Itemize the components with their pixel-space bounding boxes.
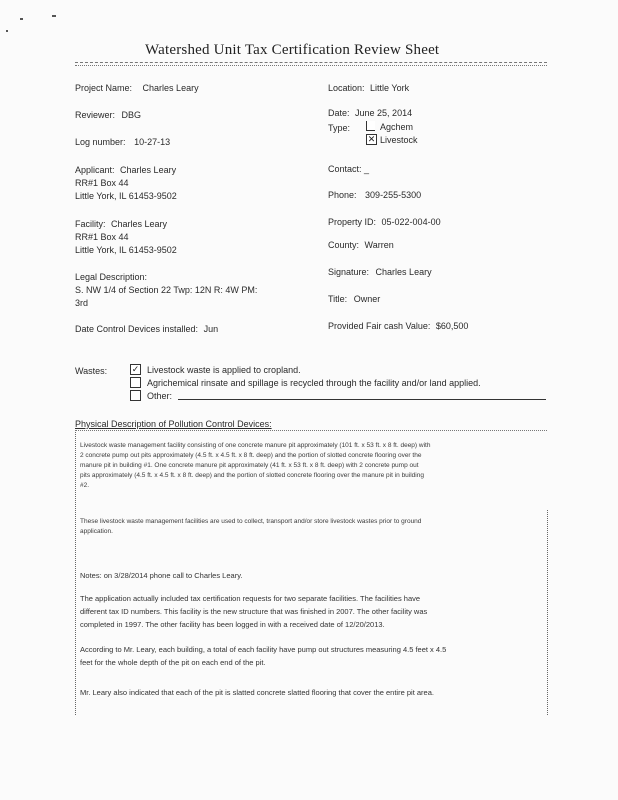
physical-description-heading: Physical Description of Pollution Control Devices: [75,419,272,429]
legal-description-line1: S. NW 1/4 of Section 22 Twp: 12N R: 4W PM: [75,285,258,295]
notes-paragraph-3 [80,686,434,699]
waste-livestock-text: Livestock waste is applied to cropland. [147,365,301,375]
project-name-field [75,83,199,93]
fair-cash-value: $60,500 [435,321,469,331]
property-id-field [328,217,441,227]
contact-value: _ [364,164,370,174]
reviewer-value: DBG [121,110,142,120]
title-divider [75,65,547,66]
notes-line: According to Mr. Leary, each building, a total of each facility have pump out structures measuring 4.5 feet x 4.5 [80,645,447,654]
date-field [328,108,412,118]
property-id-label: Property ID: [328,217,377,227]
phone-value: 309-255-5300 [365,190,422,200]
county-value: Warren [364,240,394,250]
contact-label: Contact: [328,164,362,174]
section-divider [75,430,547,431]
para1-line: manure pit in building #1. One concrete manure pit approximately (41 ft. x 53 ft. x 8 ft. deep) with 2 concrete pump out [80,462,419,469]
section-border-left [75,432,76,715]
legal-description-block [75,271,257,310]
waste-agrichemical-text: Agrichemical rinsate and spillage is recycled through the facility and/or land applied. [147,378,481,388]
para2-line: application. [80,528,113,535]
applicant-block [75,164,177,203]
fair-cash-label: Provided Fair cash Value: [328,321,431,331]
devices-installed-label: Date Control Devices installed: [75,324,199,334]
facility-block [75,218,177,257]
para1-line: 2 concrete pump out pits approximately (4.5 ft. x 4.5 ft. x 8 ft. deep) and the portion of slotted concrete flooring over the [80,452,422,459]
location-field [328,83,409,93]
facility-address-line1: RR#1 Box 44 [75,232,129,242]
reviewer-label: Reviewer: [75,110,116,120]
scan-speck [6,30,8,32]
date-value: June 25, 2014 [355,108,413,118]
para1-line: pits approximately (4.5 ft. x 4.5 ft. x 8 ft. deep) and the portion of slotted concrete flooring over the manure pit in building [80,472,424,479]
date-label: Date: [328,108,350,118]
devices-installed-field [75,324,218,334]
applicant-label: Applicant: [75,165,115,175]
notes-line: completed in 1997. The other facility has been logged in with a received date of 12/20/2013. [80,620,385,629]
log-number-value: 10-27-13 [134,137,171,147]
wastes-label: Wastes: [75,366,108,376]
notes-line: Mr. Leary also indicated that each of the pit is slatted concrete slatted flooring that cover the entire pit area. [80,688,434,697]
property-id-value: 05-022-004-00 [381,217,441,227]
phone-field [328,190,421,200]
facility-address-line2: Little York, IL 61453-9502 [75,245,177,255]
applicant-name: Charles Leary [120,165,177,175]
para1-line: #2. [80,482,90,489]
legal-description-label: Legal Description: [75,272,148,282]
project-name-value: Charles Leary [142,83,199,93]
para2-line: These livestock waste management facilities are used to collect, transport and/or store livestock wastes prior to ground [80,518,422,525]
type-agchem-checkbox[interactable] [366,121,375,131]
log-number-field [75,137,170,147]
type-livestock-checkbox[interactable]: ✕ [367,134,376,144]
county-field [328,240,394,250]
reviewer-field [75,110,141,120]
physical-description-para1 [80,441,430,491]
county-label: County: [328,240,360,250]
waste-other-line [178,399,546,400]
fair-cash-field [328,321,468,331]
para1-line: Livestock waste management facility consisting of one concrete manure pit approximately (101 ft. x 53 ft. x 8 ft. deep) with [80,442,431,449]
notes-heading: Notes: on 3/28/2014 phone call to Charles Leary. [80,571,243,580]
title-field-label: Title: [328,294,348,304]
scan-speck [52,15,56,17]
notes-line: feet for the whole depth of the pit on each end of the pit. [80,658,266,667]
waste-agrichemical-checkbox[interactable] [130,377,141,388]
title-field [328,294,380,304]
applicant-address-line1: RR#1 Box 44 [75,178,129,188]
type-label: Type: [328,123,351,133]
facility-label: Facility: [75,219,106,229]
type-agchem-label: Agchem [380,122,414,132]
physical-description-para2 [80,517,421,537]
contact-field [328,164,369,174]
signature-field [328,267,432,277]
location-value: Little York [370,83,410,93]
type-livestock-label: Livestock [380,135,418,145]
notes-line: The application actually included tax certification requests for two separate facilities. The facilities have [80,594,421,603]
title-divider [75,62,547,63]
notes-paragraph-1 [80,592,427,631]
notes-line: different tax ID numbers. This facility is the new structure that was finished in 2007. The other facility was [80,607,428,616]
facility-name: Charles Leary [111,219,168,229]
location-label: Location: [328,83,365,93]
section-border-right [547,510,548,715]
waste-other-text: Other: [147,391,173,401]
applicant-address-line2: Little York, IL 61453-9502 [75,191,177,201]
phone-label: Phone: [328,190,357,200]
title-field-value: Owner [353,294,381,304]
notes-paragraph-2 [80,643,446,669]
devices-installed-value: Jun [203,324,219,334]
project-name-label: Project Name: [75,83,133,93]
waste-livestock-checkbox[interactable]: ✓ [131,364,140,374]
legal-description-line2: 3rd [75,298,89,308]
page-title: Watershed Unit Tax Certification Review Sheet [145,42,440,58]
signature-label: Signature: [328,267,370,277]
signature-value: Charles Leary [375,267,432,277]
waste-other-checkbox[interactable] [130,390,141,401]
scan-speck [20,18,23,20]
log-number-label: Log number: [75,137,126,147]
